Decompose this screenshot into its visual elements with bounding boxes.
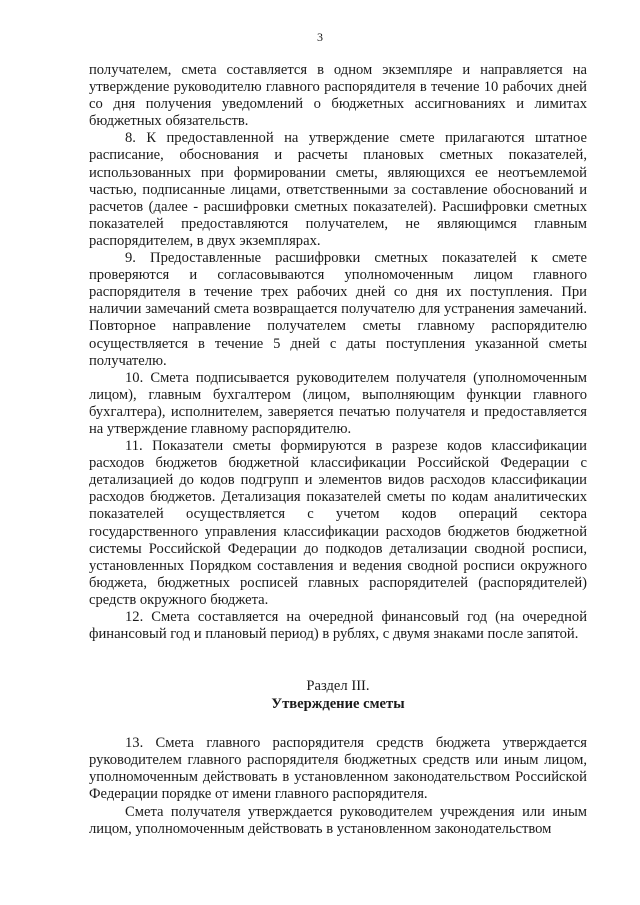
paragraph-item-12: 12. Смета составляется на очередной финансовый год (на очередной финансовый год и плановый период) в рублях, с двумя знаками после запятой. bbox=[89, 609, 587, 643]
paragraph-item-8: 8. К предоставленной на утверждение смете прилагаются штатное расписание, обоснования и расчеты плановых сметных показателей, использованных при формировании сметы, являющихся ее неотъемлемой частью, подписанные лицами, ответственными за составление обоснований и расчетов (далее - расшифровки сметных показателей). Расшифровки сметных показателей предоставляются получателем, не являющимся главным распорядителем, в двух экземплярах. bbox=[89, 130, 587, 249]
paragraph-item-9: 9. Предоставленные расшифровки сметных показателей к смете проверяются и согласовываются уполномоченным лицом главного распорядителя в течение трех рабочих дней со дня их поступления. При наличии замечаний смета возвращается получателю для устранения замечаний. Повторное направление получателем сметы главному распорядителю осуществляется в течение 5 дней с даты поступления указанной сметы получателю. bbox=[89, 250, 587, 369]
paragraph-item-13: 13. Смета главного распорядителя средств бюджета утверждается руководителем главного распорядителя бюджетных средств или иным лицом, уполномоченным действовать в установленном законодательством Российской Федерации порядке от имени главного распорядителя. bbox=[89, 735, 587, 803]
section-number: Раздел III. bbox=[306, 678, 370, 695]
paragraph-recipient-approval: Смета получателя утверждается руководителем учреждения или иным лицом, уполномоченным действовать в установленном законодательством bbox=[89, 803, 587, 837]
paragraph-item-11: 11. Показатели сметы формируются в разрезе кодов классификации расходов бюджетов бюджетной классификации Российской Федерации с детализацией до кодов подгрупп и элементов видов расходов классификации расходов бюджетов. Детализация показателей сметы по кодам аналитических показателей осуществляется с учетом кодов операций сектора государственного управления классификации расходов бюджетов бюджетной системы Российской Федерации до подкодов детализации сводной росписи, установленных Порядком составления и ведения сводной росписи окружного бюджета, бюджетных росписей главных распорядителей (распорядителей) средств окружного бюджета. bbox=[89, 438, 587, 608]
section-heading bbox=[89, 677, 587, 713]
page-number: 3 bbox=[317, 30, 323, 44]
paragraph-continuation: получателем, смета составляется в одном экземпляре и направляется на утверждение руководителю главного распорядителя в течение 10 рабочих дней со дня получения уведомлений о бюджетных ассигнованиях и лимитах бюджетных обязательств. bbox=[89, 62, 587, 130]
document-body bbox=[89, 62, 587, 838]
section-title: Утверждение сметы bbox=[271, 696, 405, 713]
paragraph-item-10: 10. Смета подписывается руководителем получателя (уполномоченным лицом), главным бухгалтером (лицом, выполняющим функции главного бухгалтера), исполнителем, заверяется печатью получателя и предоставляется на утверждение главному распорядителю. bbox=[89, 369, 587, 437]
